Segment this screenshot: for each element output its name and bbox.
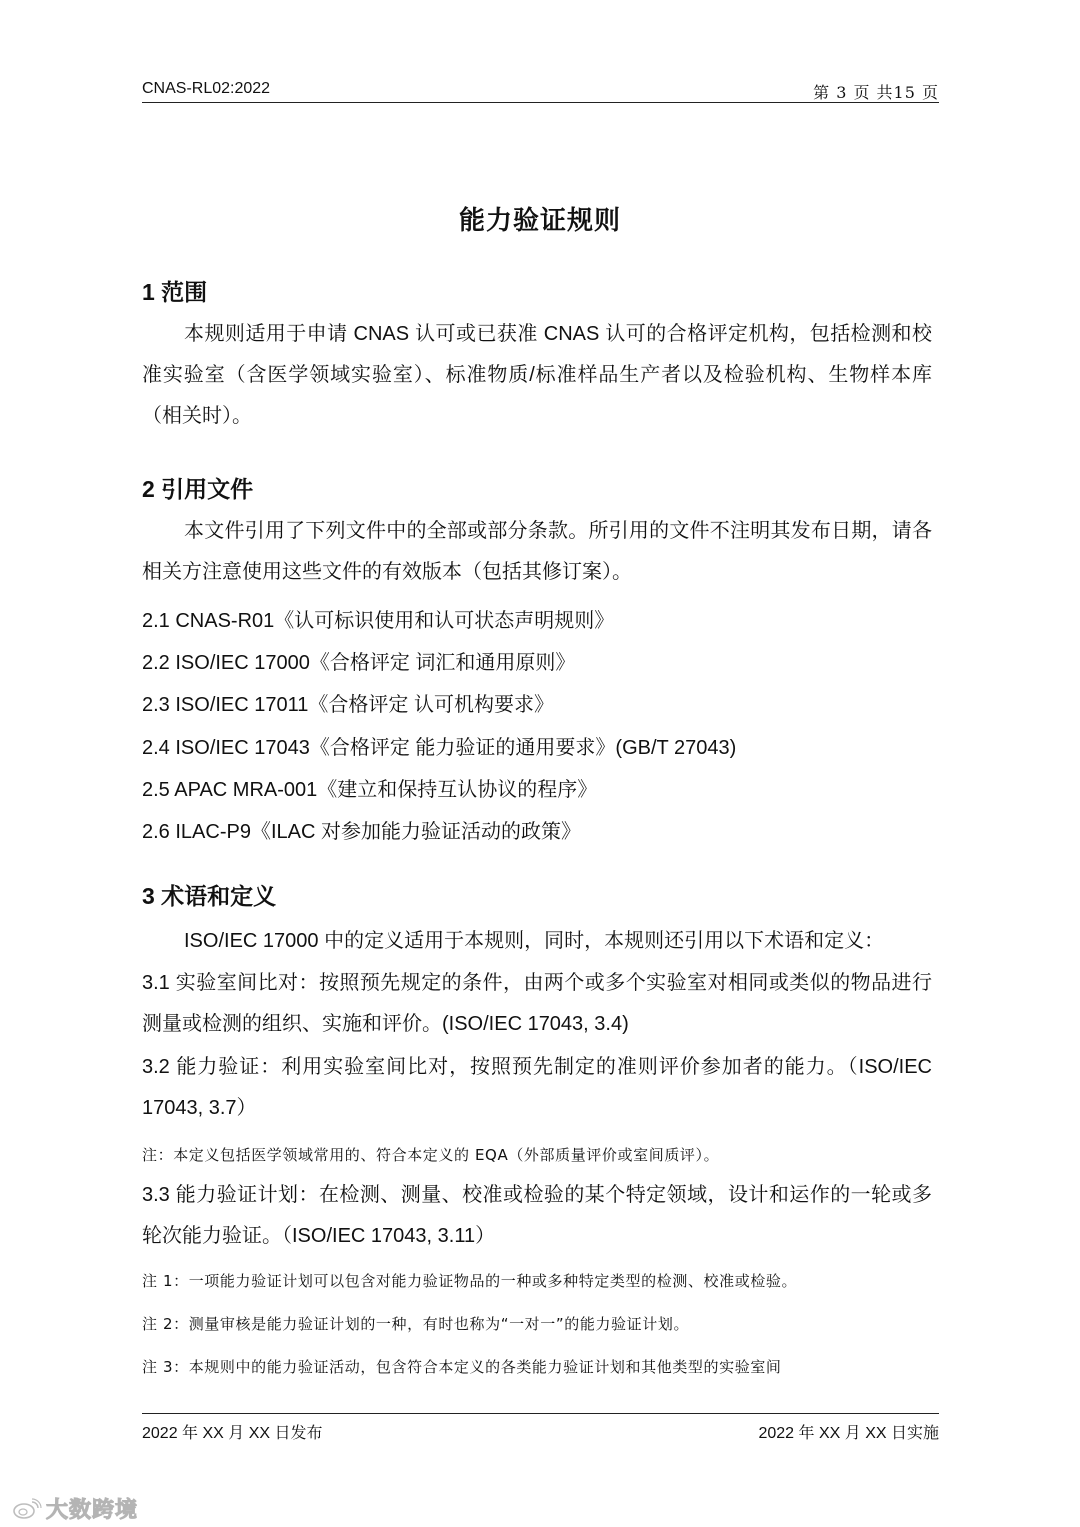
definition-3-3: 3.3 能力验证计划：在检测、测量、校准或检验的某个特定领域，设计和运作的一轮或多轮次能力验证。（ISO/IEC 17043, 3.11）: [142, 1184, 932, 1247]
watermark-text: 大数跨境: [46, 1497, 139, 1522]
implement-date: 2022 年 XX 月 XX 日实施: [758, 1425, 939, 1442]
definition-3-1: 3.1 实验室间比对：按照预先规定的条件，由两个或多个实验室对相同或类似的物品进行测量或检测的组织、实施和评价。(ISO/IEC 17043, 3.4): [142, 972, 932, 1035]
section-3-intro: ISO/IEC 17000 中的定义适用于本规则，同时，本规则还引用以下术语和定义：: [184, 930, 885, 952]
reference-item: 2.4 ISO/IEC 17043《合格评定 能力验证的通用要求》(GB/T 27043): [142, 737, 737, 759]
note: 注：本定义包括医学领域常用的、符合本定义的 EQA（外部质量评价或室间质评）。: [142, 1146, 720, 1164]
document-title: 能力验证规则: [458, 205, 621, 235]
page-header: [142, 76, 939, 103]
reference-item: 2.2 ISO/IEC 17000《合格评定 词汇和通用原则》: [142, 652, 576, 674]
reference-item: 2.5 APAC MRA-001《建立和保持互认协议的程序》: [142, 779, 598, 801]
reference-item: 2.1 CNAS-R01《认可标识使用和认可状态声明规则》: [142, 610, 615, 632]
definition-3-2: 3.2 能力验证：利用实验室间比对，按照预先制定的准则评价参加者的能力。（ISO/IEC 17043, 3.7）: [142, 1056, 932, 1119]
page-footer: [142, 1413, 939, 1444]
section-3-heading: 3 术语和定义: [142, 883, 277, 909]
note-2: 注 2：测量审核是能力验证计划的一种，有时也称为“一对一”的能力验证计划。: [142, 1315, 690, 1333]
page-number: 第 3 页 共15 页: [813, 83, 939, 102]
section-2-heading: 2 引用文件: [142, 476, 254, 502]
section-1-paragraph: 本规则适用于申请 CNAS 认可或已获准 CNAS 认可的合格评定机构，包括检测和校准实验室（含医学领域实验室）、标准物质/标准样品生产者以及检验机构、生物样本库（相关时）。: [142, 323, 932, 427]
watermark: [12, 1493, 138, 1524]
release-date: 2022 年 XX 月 XX 日发布: [142, 1425, 323, 1442]
reference-item: 2.3 ISO/IEC 17011《合格评定 认可机构要求》: [142, 694, 554, 716]
note-3: 注 3：本规则中的能力验证活动，包含符合本定义的各类能力验证计划和其他类型的实验室间: [142, 1358, 782, 1376]
reference-item: 2.6 ILAC-P9《ILAC 对参加能力验证活动的政策》: [142, 821, 581, 843]
note-1: 注 1：一项能力验证计划可以包含对能力验证物品的一种或多种特定类型的检测、校准或检验。: [142, 1272, 798, 1290]
weibo-logo-icon: [12, 1498, 42, 1520]
doc-id: CNAS-RL02:2022: [142, 80, 271, 97]
section-2-paragraph: 本文件引用了下列文件中的全部或部分条款。所引用的文件不注明其发布日期，请各相关方注意使用这些文件的有效版本（包括其修订案）。: [142, 520, 932, 583]
section-1-heading: 1 范围: [142, 279, 208, 305]
